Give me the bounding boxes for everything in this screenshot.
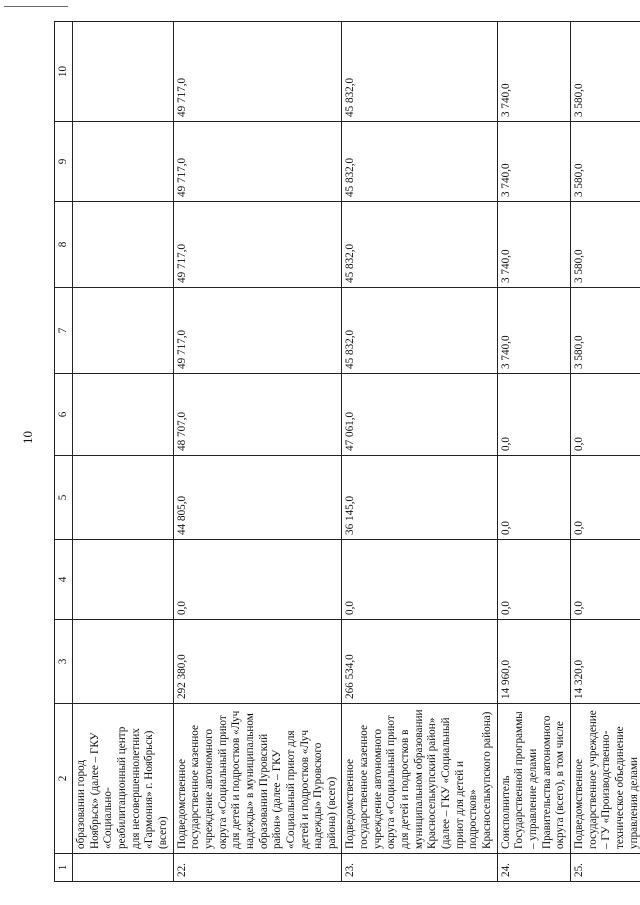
value-cell: 292 380,0: [173, 620, 342, 704]
value-cell: 266 534,0: [342, 620, 497, 704]
value-cell: [73, 374, 174, 456]
row-number: [73, 854, 174, 882]
header-cell: 7: [55, 288, 73, 374]
header-cell: 5: [55, 456, 73, 540]
value-cell: 0,0: [173, 540, 342, 620]
value-cell: 3 580,0: [570, 202, 640, 288]
value-cell: 49 717,0: [173, 202, 342, 288]
value-cell: 49 717,0: [173, 288, 342, 374]
budget-table: [54, 21, 640, 882]
row-description: образовании город Ноябрьск» (далее – ГКУ «Социально-реабилитационный центр для несовершеннолетних «Гармония» г. Ноябрьск) (всего): [73, 704, 174, 854]
header-cell: 9: [55, 122, 73, 202]
value-cell: [73, 456, 174, 540]
header-cell: 4: [55, 540, 73, 620]
value-cell: 49 717,0: [173, 22, 342, 122]
value-cell: 47 061,0: [342, 374, 497, 456]
header-cell: 2: [55, 704, 73, 854]
value-cell: 0,0: [570, 540, 640, 620]
value-cell: [73, 620, 174, 704]
row-number: 23.: [342, 854, 497, 882]
value-cell: 3 580,0: [570, 288, 640, 374]
row-description: Соисполнитель Государственной программы – управление делами Правительства автономного округа (всего), в том числе: [497, 704, 570, 854]
value-cell: [73, 288, 174, 374]
row-number: 22.: [173, 854, 342, 882]
table-row: [497, 22, 570, 882]
row-number: 25.: [570, 854, 640, 882]
value-cell: 3 740,0: [497, 122, 570, 202]
value-cell: [73, 22, 174, 122]
value-cell: 3 740,0: [497, 202, 570, 288]
value-cell: 14 320,0: [570, 620, 640, 704]
header-cell: 8: [55, 202, 73, 288]
value-cell: 44 805,0: [173, 456, 342, 540]
value-cell: 45 832,0: [342, 288, 497, 374]
header-row: [55, 22, 73, 882]
row-description: Подведомственное государственное казенное учреждение автономного округа «Социальный приют для детей и подростков в муниципальном образовании Красноселькупский район» (далее – ГКУ «Социальный приют для детей и подростков» Красноселькупского района): [342, 704, 497, 854]
header-cell: 6: [55, 374, 73, 456]
value-cell: 49 717,0: [173, 122, 342, 202]
value-cell: 3 740,0: [497, 22, 570, 122]
value-cell: 14 960,0: [497, 620, 570, 704]
header-cell: 10: [55, 22, 73, 122]
value-cell: 3 740,0: [497, 288, 570, 374]
row-description: Подведомственное государственное казенное учреждение автономного округа «Социальный приют для детей и подростков «Луч надежды» в муниципальном образовании Пуровский район» (далее – ГКУ «Социальный приют для детей и подростков «Луч надежды» Пуровского района) (всего): [173, 704, 342, 854]
value-cell: 0,0: [570, 374, 640, 456]
value-cell: 3 580,0: [570, 122, 640, 202]
value-cell: 45 832,0: [342, 22, 497, 122]
table-row: [570, 22, 640, 882]
table-row: [342, 22, 497, 882]
value-cell: 0,0: [497, 540, 570, 620]
value-cell: [73, 122, 174, 202]
value-cell: 45 832,0: [342, 202, 497, 288]
table-row: [73, 22, 174, 882]
header-cell: 3: [55, 620, 73, 704]
table-row: [173, 22, 342, 882]
row-description: Подведомственное государственное учреждение – ГУ «Производственно-техническое объединение управления делами: [570, 704, 640, 854]
row-number: 24.: [497, 854, 570, 882]
scan-edge-mark: [4, 6, 68, 7]
value-cell: 0,0: [497, 374, 570, 456]
value-cell: 48 707,0: [173, 374, 342, 456]
value-cell: 36 145,0: [342, 456, 497, 540]
rotated-page-content: [54, 22, 640, 882]
value-cell: 3 580,0: [570, 22, 640, 122]
header-cell: 1: [55, 854, 73, 882]
value-cell: 45 832,0: [342, 122, 497, 202]
value-cell: [73, 540, 174, 620]
value-cell: 0,0: [497, 456, 570, 540]
page-number: 10: [20, 431, 35, 444]
value-cell: 0,0: [342, 540, 497, 620]
value-cell: [73, 202, 174, 288]
value-cell: 0,0: [570, 456, 640, 540]
